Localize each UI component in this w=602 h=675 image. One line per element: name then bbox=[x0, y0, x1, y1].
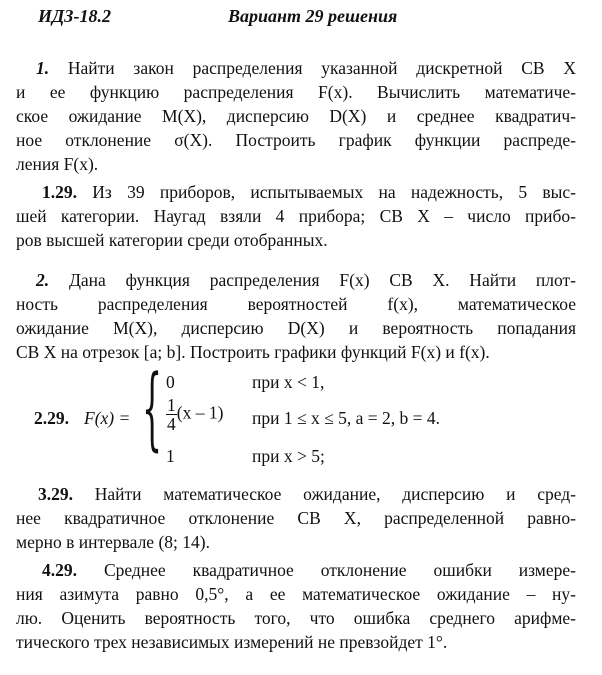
task-3-29 bbox=[16, 482, 576, 554]
task-1-line: ское ожидание M(X), дисперсию D(X) и среднее квадратич- bbox=[16, 106, 576, 126]
task-1-line: ное отклонение σ(X). Построить график функции распреде- bbox=[16, 130, 576, 150]
task-1-29-line: шей категории. Наугад взяли 4 прибора; СВ X – число прибо- bbox=[16, 206, 576, 226]
task-2-line: ожидание M(X), дисперсию D(X) и вероятность попадания bbox=[16, 318, 576, 338]
task-3-29-line: Найти математическое ожидание, дисперсию и сред- bbox=[94, 484, 576, 504]
task-4-29-number: 4.29. bbox=[42, 560, 77, 580]
task-2-line: ность распределения вероятностей f(x), математическое bbox=[16, 294, 576, 314]
task-3-29-number: 3.29. bbox=[38, 484, 73, 504]
task-1-statement bbox=[16, 56, 576, 176]
assignment-title: ИДЗ-18.2 bbox=[38, 6, 111, 26]
task-4-29-line: лю. Оценить вероятность того, что ошибка среднего арифме- bbox=[16, 608, 576, 628]
task-2-29-formula bbox=[16, 356, 576, 468]
task-4-29-line: ния азимута равно 0,5°, а ее математическое ожидание – ну- bbox=[16, 584, 576, 604]
task-2-29-number: 2.29. bbox=[34, 408, 69, 428]
task-1-number: 1. bbox=[36, 58, 50, 78]
case-2-value: (x – 1) bbox=[176, 402, 224, 423]
left-brace-icon: { bbox=[142, 356, 163, 461]
fraction-numerator: 1 bbox=[167, 395, 176, 415]
case-1-condition: при x < 1, bbox=[252, 372, 325, 392]
task-1-29 bbox=[16, 180, 576, 252]
formula-lhs: F(x) = bbox=[84, 408, 131, 428]
header bbox=[38, 4, 538, 28]
fraction-denominator: 4 bbox=[167, 414, 176, 434]
task-2-number: 2. bbox=[36, 270, 50, 290]
task-1-line: и ее функцию распределения F(x). Вычислить математиче- bbox=[16, 82, 576, 102]
task-4-29-line: Среднее квадратичное отклонение ошибки измере- bbox=[103, 560, 576, 580]
task-4-29 bbox=[16, 558, 576, 654]
case-3-condition: при x > 5; bbox=[252, 446, 325, 466]
task-1-29-line: ров высшей категории среди отобранных. bbox=[16, 230, 328, 250]
task-2-statement bbox=[16, 268, 592, 364]
variant-title: Вариант 29 решения bbox=[228, 6, 398, 26]
task-1-line: Найти закон распределения указанной дискретной СВ X bbox=[67, 58, 576, 78]
task-4-29-line: тического трех независимых измерений не превзойдет 1°. bbox=[16, 632, 448, 652]
task-3-29-line: нее квадратичное отклонение СВ X, распределенной равно- bbox=[16, 508, 576, 528]
case-1-value: 0 bbox=[166, 372, 175, 392]
task-2-line: СВ X на отрезок [a; b]. Построить графики функций F(x) и f(x). bbox=[16, 342, 490, 362]
task-1-line: ления F(x). bbox=[16, 154, 99, 174]
task-1-29-number: 1.29. bbox=[42, 182, 77, 202]
task-1-29-line: Из 39 приборов, испытываемых на надежность, 5 выс- bbox=[92, 182, 577, 202]
case-2-condition: при 1 ≤ x ≤ 5, a = 2, b = 4. bbox=[252, 408, 440, 428]
task-3-29-line: мерно в интервале (8; 14). bbox=[16, 532, 210, 552]
case-2-fraction bbox=[166, 396, 177, 433]
case-3-value: 1 bbox=[166, 446, 175, 466]
task-2-line: Дана функция распределения F(x) СВ X. Найти плот- bbox=[68, 270, 576, 290]
